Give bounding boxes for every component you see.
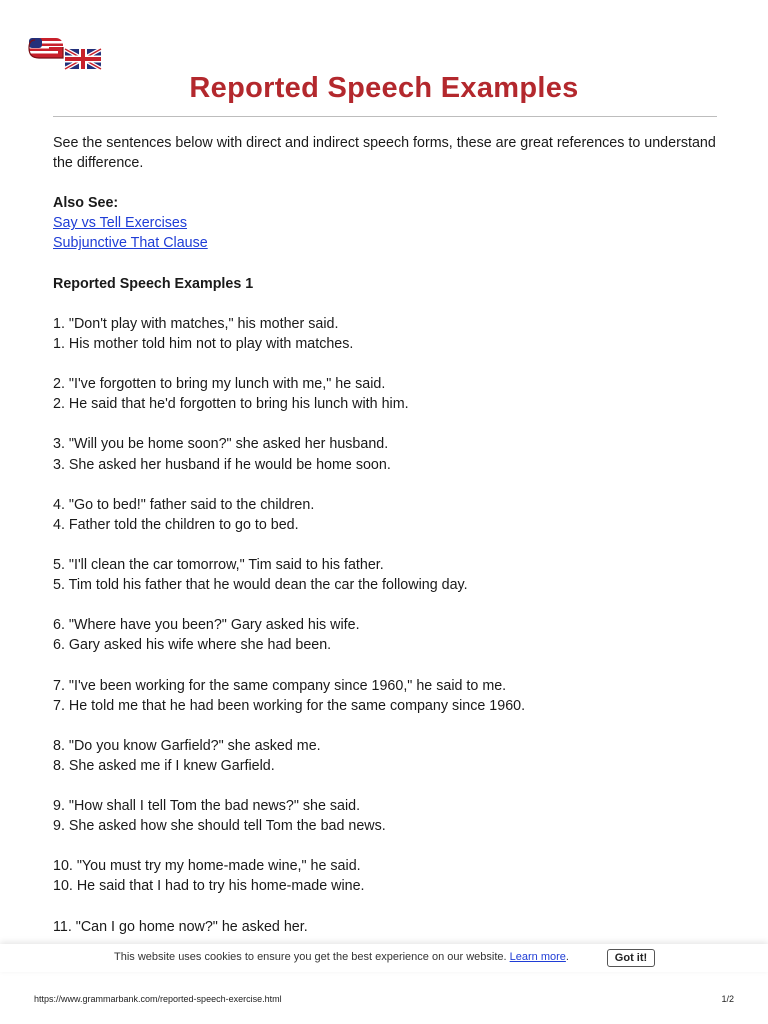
example-item [53,495,717,535]
example-item [53,615,717,655]
cookie-text: This website uses cookies to ensure you get the best experience on our website. [114,951,507,963]
intro-paragraph: See the sentences below with direct and indirect speech forms, these are great references to understand the difference. [53,135,716,172]
direct-speech: 6. "Where have you been?" Gary asked his wife. [53,617,360,634]
example-item [53,314,717,354]
direct-speech: 4. "Go to bed!" father said to the children. [53,496,315,513]
direct-speech: 5. "I'll clean the car tomorrow," Tim said to his father. [53,556,384,573]
direct-speech: 10. "You must try my home-made wine," he said. [53,858,361,875]
example-item [53,917,717,937]
section-heading: Reported Speech Examples 1 [53,275,254,292]
reported-speech: 5. Tim told his father that he would dean the car the following day. [53,577,468,594]
also-see-label: Also See: [53,195,119,212]
example-item [53,856,717,896]
direct-speech: 1. "Don't play with matches," his mother said. [53,315,339,332]
example-item [53,676,717,716]
title-divider [53,116,717,117]
direct-speech: 3. "Will you be home soon?" she asked her husband. [53,436,389,453]
examples-list [53,314,717,937]
example-item [53,374,717,414]
reported-speech: 6. Gary asked his wife where she had been. [53,637,332,654]
link-subjunctive-that-clause[interactable]: Subjunctive That Clause [53,235,208,252]
reported-speech: 10. He said that I had to try his home-made wine. [53,878,365,895]
reported-speech: 4. Father told the children to go to bed. [53,516,299,533]
direct-speech: 2. "I've forgotten to bring my lunch with me," he said. [53,376,386,393]
us-flag-g-icon [29,38,63,58]
uk-flag-b-icon [65,49,101,69]
reported-speech: 8. She asked me if I knew Garfield. [53,757,275,774]
footer-url: https://www.grammarbank.com/reported-speech-exercise.html [34,994,282,1004]
reported-speech: 7. He told me that he had been working for the same company since 1960. [53,697,526,714]
reported-speech: 2. He said that he'd forgotten to bring his lunch with him. [53,396,409,413]
direct-speech: 8. "Do you know Garfield?" she asked me. [53,737,321,754]
page-title: Reported Speech Examples [189,72,579,104]
reported-speech: 9. She asked how she should tell Tom the bad news. [53,818,386,835]
got-it-button[interactable]: Got it! [607,949,655,967]
cookie-message: This website uses cookies to ensure you get the best experience on our website. Learn more. [114,951,569,963]
article-body [53,133,717,957]
direct-speech: 11. "Can I go home now?" he asked her. [53,918,308,935]
example-item [53,736,717,776]
reported-speech: 3. She asked her husband if he would be home soon. [53,456,391,473]
example-item [53,555,717,595]
grammarbank-logo[interactable] [27,35,103,71]
example-item [53,796,717,836]
example-item [53,434,717,474]
reported-speech: 1. His mother told him not to play with matches. [53,335,354,352]
link-say-vs-tell-exercises[interactable]: Say vs Tell Exercises [53,215,188,232]
page-number: 1/2 [721,994,734,1004]
learn-more-link[interactable]: Learn more [509,951,566,963]
direct-speech: 7. "I've been working for the same company since 1960," he said to me. [53,677,507,694]
direct-speech: 9. "How shall I tell Tom the bad news?" she said. [53,798,361,815]
cookie-consent-bar [0,944,768,972]
